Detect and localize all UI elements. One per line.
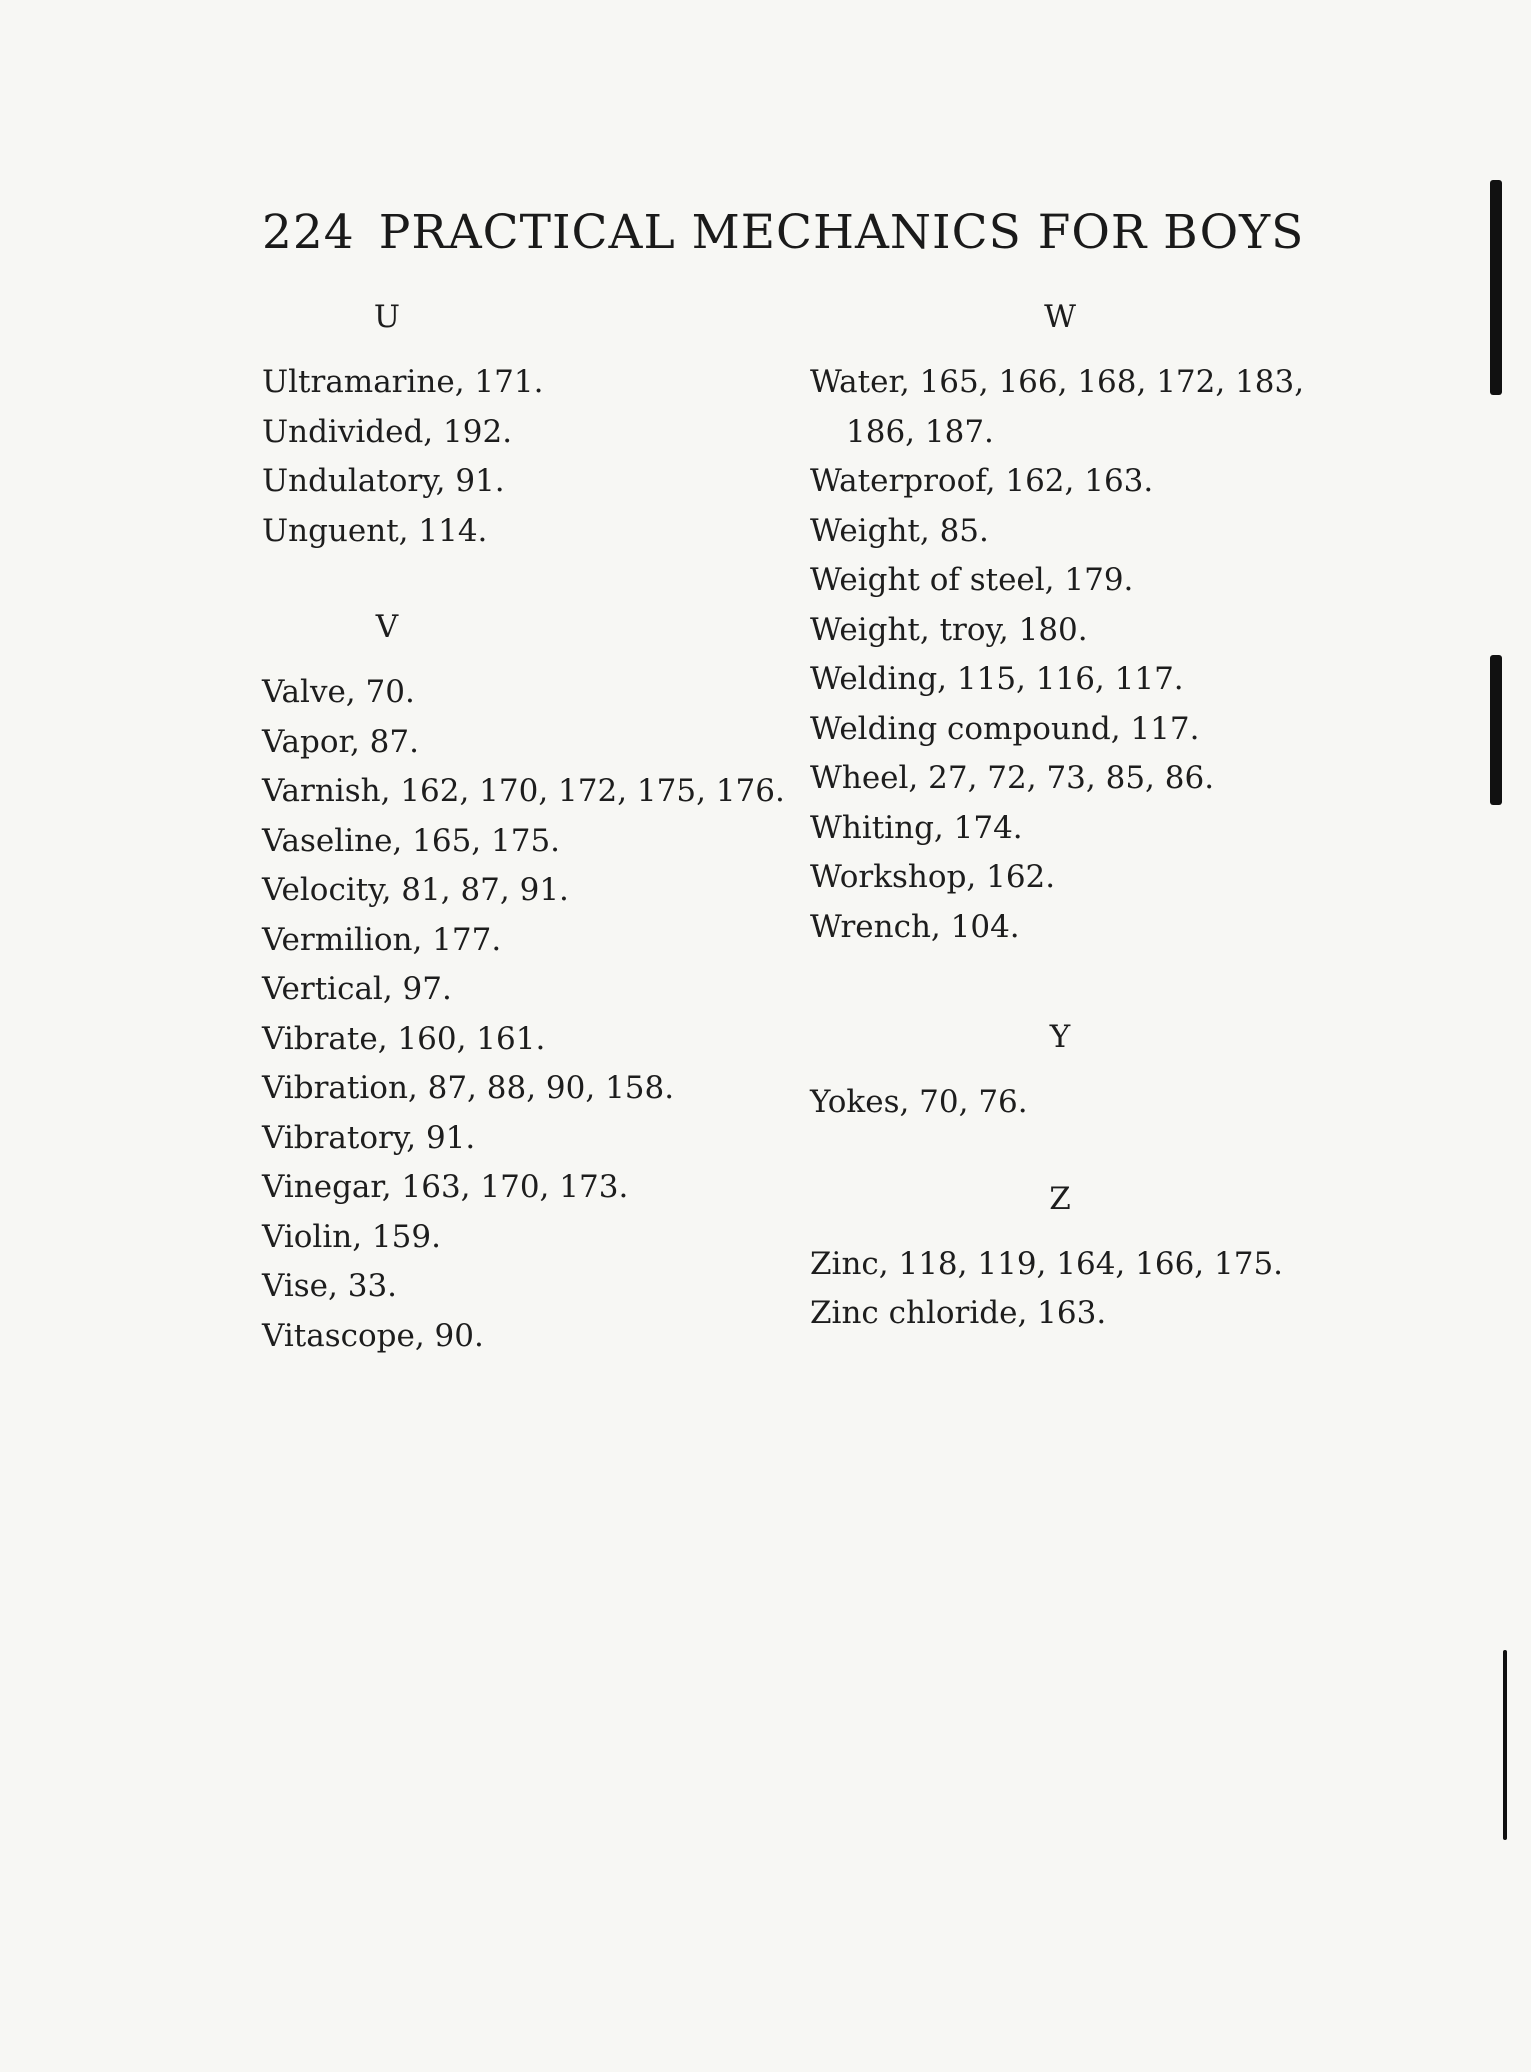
index-entry: Welding, 115, 116, 117. xyxy=(810,661,1184,697)
entry-list-v xyxy=(262,668,785,1361)
index-entry: Vibration, 87, 88, 90, 158. xyxy=(262,1070,675,1106)
section-letter-w: W xyxy=(1044,299,1076,335)
page-number: 224 xyxy=(262,205,355,260)
index-entry: Zinc, 118, 119, 164, 166, 175. xyxy=(810,1245,1284,1282)
index-entry: Velocity, 81, 87, 91. xyxy=(262,872,569,908)
index-section-y xyxy=(810,1010,1370,1128)
index-section-w xyxy=(810,290,1370,952)
index-entry: Yokes, 70, 76. xyxy=(810,1084,1028,1120)
index-entry: Vapor, 87. xyxy=(262,723,419,760)
index-entry: Vitascope, 90. xyxy=(262,1317,484,1354)
index-entry: Vibratory, 91. xyxy=(262,1119,476,1156)
index-section-u xyxy=(262,290,782,556)
index-entry: Weight of steel, 179. xyxy=(810,562,1134,598)
index-entry: Whiting, 174. xyxy=(810,809,1023,846)
index-section-z xyxy=(810,1172,1370,1339)
index-entry: Water, 165, 166, 168, 172, 183, 186, 187. xyxy=(810,364,1305,450)
section-letter-y: Y xyxy=(1049,1019,1071,1055)
page-header xyxy=(262,205,1312,260)
index-column-left xyxy=(262,290,785,1361)
index-entry: Vertical, 97. xyxy=(262,971,452,1007)
index-entry: Zinc chloride, 163. xyxy=(810,1295,1107,1331)
index-entry: Valve, 70. xyxy=(262,674,415,710)
index-entry: Vermilion, 177. xyxy=(262,921,502,958)
section-letter-v: V xyxy=(375,609,399,645)
index-entry: Unguent, 114. xyxy=(262,512,488,549)
entry-list-u xyxy=(262,358,782,556)
index-entry: Wheel, 27, 72, 73, 85, 86. xyxy=(810,760,1215,796)
entry-list-y xyxy=(810,1078,1370,1128)
index-column-right xyxy=(810,290,1370,1339)
index-entry: Undulatory, 91. xyxy=(262,463,505,499)
index-entry: Wrench, 104. xyxy=(810,908,1020,945)
index-entry: Ultramarine, 171. xyxy=(262,364,544,400)
scan-edge-mark xyxy=(1490,655,1502,805)
index-entry: Vibrate, 160, 161. xyxy=(262,1020,546,1057)
index-section-v xyxy=(262,600,785,1361)
book-title: PRACTICAL MECHANICS FOR BOYS xyxy=(378,205,1305,260)
section-letter-z: Z xyxy=(1049,1180,1071,1217)
index-entry: Workshop, 162. xyxy=(810,859,1056,895)
scan-edge-mark xyxy=(1503,1650,1507,1840)
entry-list-z xyxy=(810,1240,1370,1339)
index-entry: Violin, 159. xyxy=(262,1218,441,1255)
index-entry: Varnish, 162, 170, 172, 175, 176. xyxy=(262,773,785,809)
index-entry: Weight, 85. xyxy=(810,512,989,549)
index-entry: Vaseline, 165, 175. xyxy=(262,822,561,859)
section-letter-u: U xyxy=(373,299,401,335)
index-entry: Weight, troy, 180. xyxy=(810,611,1088,648)
index-entry: Welding compound, 117. xyxy=(810,710,1200,747)
scan-edge-mark xyxy=(1490,180,1502,395)
index-entry: Vinegar, 163, 170, 173. xyxy=(262,1169,629,1205)
index-entry: Waterproof, 162, 163. xyxy=(810,463,1154,499)
index-entry: Undivided, 192. xyxy=(262,413,513,450)
entry-list-w xyxy=(810,358,1370,952)
index-entry: Vise, 33. xyxy=(262,1268,398,1304)
